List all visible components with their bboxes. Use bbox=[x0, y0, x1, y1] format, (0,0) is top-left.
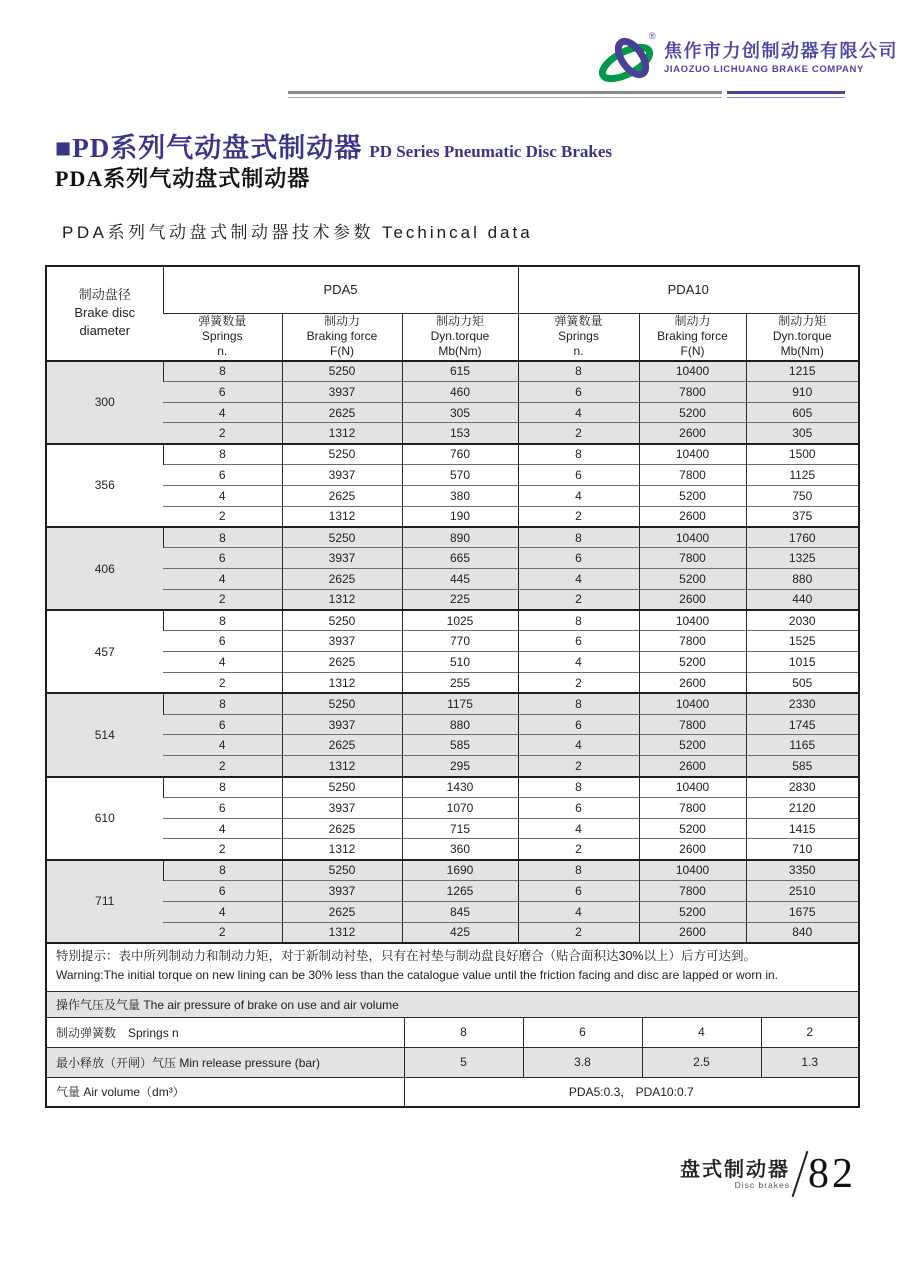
col-header-dyn-torque-pda10: 制动力矩 Dyn.torque Mb(Nm) bbox=[746, 313, 859, 361]
footer-label-zh: 盘式制动器 bbox=[680, 1158, 790, 1181]
spec-cell: 6 bbox=[518, 881, 639, 902]
spec-cell: 4 bbox=[163, 485, 282, 506]
spec-cell: 8 bbox=[163, 361, 282, 382]
spec-cell: 255 bbox=[402, 673, 518, 694]
diameter-cell: 356 bbox=[46, 444, 163, 527]
springs-count-value: 2 bbox=[761, 1017, 859, 1047]
spec-cell: 6 bbox=[518, 631, 639, 652]
spec-cell: 1025 bbox=[402, 610, 518, 631]
col-header-diameter-en1: Brake disc bbox=[74, 305, 136, 321]
spec-cell: 5200 bbox=[639, 818, 746, 839]
series-title-zh: ■PD系列气动盘式制动器 bbox=[55, 133, 363, 163]
spec-cell: 425 bbox=[402, 922, 518, 943]
spec-cell: 10400 bbox=[639, 361, 746, 382]
spec-cell: 2600 bbox=[639, 423, 746, 444]
spec-cell: 2 bbox=[518, 922, 639, 943]
spec-row bbox=[46, 735, 859, 756]
air-volume-row bbox=[46, 1077, 859, 1107]
spec-cell: 5200 bbox=[639, 735, 746, 756]
spec-row bbox=[46, 673, 859, 694]
diameter-cell: 406 bbox=[46, 527, 163, 610]
spec-cell: 8 bbox=[518, 527, 639, 548]
model-header-row bbox=[46, 266, 859, 313]
spec-row bbox=[46, 589, 859, 610]
air-volume-label: 气量 Air volume（dm³） bbox=[46, 1077, 404, 1107]
spec-cell: 770 bbox=[402, 631, 518, 652]
air-volume-value: PDA5:0.3， PDA10:0.7 bbox=[404, 1077, 859, 1107]
spec-cell: 585 bbox=[402, 735, 518, 756]
spec-cell: 8 bbox=[518, 860, 639, 881]
spec-cell: 3937 bbox=[282, 548, 402, 569]
spec-cell: 3937 bbox=[282, 465, 402, 486]
spec-cell: 10400 bbox=[639, 444, 746, 465]
spec-cell: 2 bbox=[163, 839, 282, 860]
spec-cell: 4 bbox=[163, 569, 282, 590]
spec-cell: 10400 bbox=[639, 777, 746, 798]
registered-trademark: ® bbox=[649, 31, 656, 41]
subseries-title: PDA系列气动盘式制动器 bbox=[55, 166, 311, 191]
spec-cell: 6 bbox=[163, 465, 282, 486]
col-header-diameter-zh: 制动盘径 bbox=[78, 287, 131, 302]
spec-cell: 1312 bbox=[282, 922, 402, 943]
spec-cell: 2600 bbox=[639, 756, 746, 777]
spec-cell: 1430 bbox=[402, 777, 518, 798]
min-release-value: 1.3 bbox=[761, 1047, 859, 1077]
spec-cell: 6 bbox=[163, 631, 282, 652]
note-text-en: Warning:The initial torque on new lining can be 30% less than the catalogue value until the friction facing and disc are lapped or worn in. bbox=[56, 968, 778, 983]
spec-cell: 10400 bbox=[639, 860, 746, 881]
spec-cell: 4 bbox=[163, 652, 282, 673]
subheader-row bbox=[46, 313, 859, 361]
springs-count-row bbox=[46, 1017, 859, 1047]
spec-row bbox=[46, 777, 859, 798]
spec-cell: 1312 bbox=[282, 506, 402, 527]
spec-cell: 7800 bbox=[639, 381, 746, 402]
spec-row bbox=[46, 381, 859, 402]
spec-cell: 2 bbox=[518, 756, 639, 777]
spec-cell: 5200 bbox=[639, 485, 746, 506]
spec-cell: 1415 bbox=[746, 818, 859, 839]
spec-cell: 1312 bbox=[282, 423, 402, 444]
spec-cell: 2600 bbox=[639, 673, 746, 694]
spec-cell: 1312 bbox=[282, 589, 402, 610]
spec-cell: 5200 bbox=[639, 901, 746, 922]
min-release-label: 最小释放（开闸）气压 Min release pressure (bar) bbox=[46, 1047, 404, 1077]
model-header-pda10: PDA10 bbox=[518, 266, 859, 313]
spec-cell: 4 bbox=[163, 818, 282, 839]
spec-table bbox=[45, 265, 860, 944]
spec-row bbox=[46, 527, 859, 548]
spec-cell: 2600 bbox=[639, 839, 746, 860]
header-rule-gray-segment bbox=[288, 91, 722, 98]
spec-cell: 6 bbox=[163, 548, 282, 569]
spec-cell: 4 bbox=[163, 735, 282, 756]
spec-cell: 305 bbox=[402, 402, 518, 423]
spec-row bbox=[46, 361, 859, 382]
spec-cell: 8 bbox=[163, 444, 282, 465]
col-header-braking-force-pda5: 制动力 Braking force F(N) bbox=[282, 313, 402, 361]
min-release-value: 2.5 bbox=[642, 1047, 761, 1077]
spec-cell: 6 bbox=[518, 548, 639, 569]
spec-cell: 6 bbox=[518, 797, 639, 818]
spec-cell: 5250 bbox=[282, 777, 402, 798]
spec-row bbox=[46, 444, 859, 465]
footer-label-en: Disc brakes bbox=[734, 1179, 790, 1190]
spec-cell: 6 bbox=[163, 381, 282, 402]
col-header-dyn-torque-pda5: 制动力矩 Dyn.torque Mb(Nm) bbox=[402, 313, 518, 361]
spec-cell: 6 bbox=[518, 714, 639, 735]
spec-cell: 8 bbox=[518, 693, 639, 714]
spec-row bbox=[46, 610, 859, 631]
spec-cell: 4 bbox=[518, 652, 639, 673]
spec-cell: 2330 bbox=[746, 693, 859, 714]
spec-cell: 2625 bbox=[282, 569, 402, 590]
spec-cell: 3937 bbox=[282, 797, 402, 818]
col-header-springs-pda5: 弹簧数量 Springs n. bbox=[163, 313, 282, 361]
spec-row bbox=[46, 548, 859, 569]
spec-cell: 760 bbox=[402, 444, 518, 465]
spec-row bbox=[46, 797, 859, 818]
header-rule-purple-segment bbox=[727, 91, 845, 98]
spec-cell: 5250 bbox=[282, 444, 402, 465]
spec-cell: 3937 bbox=[282, 381, 402, 402]
spec-cell: 1745 bbox=[746, 714, 859, 735]
spec-cell: 2 bbox=[518, 673, 639, 694]
min-release-row bbox=[46, 1047, 859, 1077]
spec-cell: 7800 bbox=[639, 881, 746, 902]
spec-cell: 380 bbox=[402, 485, 518, 506]
springs-count-value: 6 bbox=[523, 1017, 642, 1047]
spec-cell: 1525 bbox=[746, 631, 859, 652]
spec-cell: 505 bbox=[746, 673, 859, 694]
spec-cell: 1265 bbox=[402, 881, 518, 902]
spec-cell: 710 bbox=[746, 839, 859, 860]
spec-cell: 1325 bbox=[746, 548, 859, 569]
table-caption bbox=[62, 218, 533, 243]
spec-row bbox=[46, 402, 859, 423]
diameter-cell: 711 bbox=[46, 860, 163, 943]
company-block bbox=[664, 42, 898, 75]
spec-cell: 4 bbox=[518, 735, 639, 756]
notes-pressure-table bbox=[45, 941, 860, 1108]
spec-cell: 190 bbox=[402, 506, 518, 527]
spec-cell: 360 bbox=[402, 839, 518, 860]
spec-cell: 6 bbox=[518, 465, 639, 486]
spec-cell: 225 bbox=[402, 589, 518, 610]
spec-cell: 615 bbox=[402, 361, 518, 382]
spec-cell: 8 bbox=[163, 610, 282, 631]
spec-cell: 8 bbox=[163, 777, 282, 798]
spec-cell: 10400 bbox=[639, 693, 746, 714]
col-header-braking-force-pda10: 制动力 Braking force F(N) bbox=[639, 313, 746, 361]
spec-row bbox=[46, 506, 859, 527]
spec-cell: 4 bbox=[518, 818, 639, 839]
springs-count-value: 8 bbox=[404, 1017, 523, 1047]
spec-cell: 4 bbox=[518, 901, 639, 922]
spec-cell: 570 bbox=[402, 465, 518, 486]
spec-row bbox=[46, 652, 859, 673]
diameter-cell: 514 bbox=[46, 693, 163, 776]
col-header-diameter-en2: diameter bbox=[79, 323, 131, 339]
springs-count-value: 4 bbox=[642, 1017, 761, 1047]
company-logo-icon bbox=[597, 34, 659, 88]
spec-cell: 2120 bbox=[746, 797, 859, 818]
spec-cell: 295 bbox=[402, 756, 518, 777]
spec-cell: 2 bbox=[163, 589, 282, 610]
spec-cell: 5200 bbox=[639, 652, 746, 673]
spec-row bbox=[46, 569, 859, 590]
spec-cell: 6 bbox=[163, 714, 282, 735]
spec-cell: 3937 bbox=[282, 881, 402, 902]
spec-cell: 840 bbox=[746, 922, 859, 943]
spec-cell: 7800 bbox=[639, 714, 746, 735]
spec-cell: 1312 bbox=[282, 839, 402, 860]
spec-cell: 6 bbox=[163, 797, 282, 818]
spec-cell: 1675 bbox=[746, 901, 859, 922]
spec-cell: 1175 bbox=[402, 693, 518, 714]
company-name-zh: 焦作市力创制动器有限公司 bbox=[664, 41, 898, 61]
spec-cell: 2625 bbox=[282, 901, 402, 922]
spec-cell: 2 bbox=[163, 506, 282, 527]
spec-cell: 5250 bbox=[282, 361, 402, 382]
spec-cell: 880 bbox=[402, 714, 518, 735]
spec-cell: 1125 bbox=[746, 465, 859, 486]
spec-cell: 305 bbox=[746, 423, 859, 444]
spec-row bbox=[46, 901, 859, 922]
spec-cell: 2510 bbox=[746, 881, 859, 902]
spec-cell: 1690 bbox=[402, 860, 518, 881]
spec-cell: 153 bbox=[402, 423, 518, 444]
spec-cell: 8 bbox=[518, 610, 639, 631]
spec-cell: 4 bbox=[518, 569, 639, 590]
company-name-en: JIAOZUO LICHUANG BRAKE COMPANY bbox=[664, 63, 864, 75]
spec-cell: 5250 bbox=[282, 527, 402, 548]
header-rule bbox=[288, 91, 845, 98]
spec-cell: 2625 bbox=[282, 652, 402, 673]
spec-cell: 2 bbox=[163, 922, 282, 943]
diameter-cell: 457 bbox=[46, 610, 163, 693]
spec-row bbox=[46, 881, 859, 902]
spec-cell: 880 bbox=[746, 569, 859, 590]
spec-cell: 7800 bbox=[639, 548, 746, 569]
spec-cell: 2 bbox=[163, 756, 282, 777]
spec-cell: 5250 bbox=[282, 693, 402, 714]
page-footer bbox=[680, 1150, 856, 1198]
spec-cell: 7800 bbox=[639, 631, 746, 652]
spec-cell: 2 bbox=[163, 423, 282, 444]
table-caption-en: Techincal data bbox=[381, 223, 533, 242]
spec-cell: 5250 bbox=[282, 610, 402, 631]
spec-row bbox=[46, 693, 859, 714]
spec-cell: 2625 bbox=[282, 735, 402, 756]
spec-cell: 7800 bbox=[639, 797, 746, 818]
spec-cell: 8 bbox=[163, 527, 282, 548]
spec-cell: 750 bbox=[746, 485, 859, 506]
spec-row bbox=[46, 839, 859, 860]
diameter-cell: 610 bbox=[46, 777, 163, 860]
spec-cell: 2625 bbox=[282, 485, 402, 506]
model-header-pda5: PDA5 bbox=[163, 266, 518, 313]
spec-cell: 375 bbox=[746, 506, 859, 527]
spec-cell: 910 bbox=[746, 381, 859, 402]
note-row bbox=[46, 941, 859, 991]
spec-cell: 10400 bbox=[639, 610, 746, 631]
spec-cell: 890 bbox=[402, 527, 518, 548]
spec-cell: 585 bbox=[746, 756, 859, 777]
footer-slash-divider bbox=[792, 1151, 809, 1197]
spec-cell: 2 bbox=[163, 673, 282, 694]
spec-cell: 460 bbox=[402, 381, 518, 402]
spec-cell: 8 bbox=[518, 777, 639, 798]
spec-cell: 2 bbox=[518, 506, 639, 527]
spec-cell: 2625 bbox=[282, 818, 402, 839]
springs-count-label: 制动弹簧数 Springs n bbox=[46, 1017, 404, 1047]
spec-row bbox=[46, 756, 859, 777]
spec-cell: 6 bbox=[518, 381, 639, 402]
spec-cell: 4 bbox=[163, 901, 282, 922]
pressure-section-title: 操作气压及气量 The air pressure of brake on use and air volume bbox=[46, 991, 859, 1017]
spec-cell: 2 bbox=[518, 839, 639, 860]
spec-row bbox=[46, 714, 859, 735]
spec-cell: 8 bbox=[163, 860, 282, 881]
spec-cell: 8 bbox=[518, 361, 639, 382]
spec-row bbox=[46, 485, 859, 506]
spec-cell: 3350 bbox=[746, 860, 859, 881]
spec-cell: 5250 bbox=[282, 860, 402, 881]
spec-cell: 2600 bbox=[639, 922, 746, 943]
page-number: 82 bbox=[808, 1151, 856, 1197]
series-title-en: PD Series Pneumatic Disc Brakes bbox=[369, 142, 612, 161]
table-caption-zh: PDA系列气动盘式制动器技术参数 bbox=[62, 223, 374, 242]
spec-cell: 440 bbox=[746, 589, 859, 610]
spec-cell: 1312 bbox=[282, 756, 402, 777]
spec-cell: 1165 bbox=[746, 735, 859, 756]
col-header-springs-pda10: 弹簧数量 Springs n. bbox=[518, 313, 639, 361]
note-text-zh: 特别提示：表中所列制动力和制动力矩，对于新制动衬垫，只有在衬垫与制动盘良好磨合（贴合面积达30%以上）后方可达到。 bbox=[56, 948, 757, 963]
spec-cell: 2600 bbox=[639, 506, 746, 527]
spec-cell: 665 bbox=[402, 548, 518, 569]
spec-cell: 1760 bbox=[746, 527, 859, 548]
spec-cell: 445 bbox=[402, 569, 518, 590]
spec-cell: 1015 bbox=[746, 652, 859, 673]
spec-cell: 1500 bbox=[746, 444, 859, 465]
spec-cell: 1215 bbox=[746, 361, 859, 382]
spec-cell: 2030 bbox=[746, 610, 859, 631]
spec-row bbox=[46, 922, 859, 943]
spec-cell: 3937 bbox=[282, 631, 402, 652]
spec-cell: 3937 bbox=[282, 714, 402, 735]
spec-cell: 2600 bbox=[639, 589, 746, 610]
spec-cell: 8 bbox=[518, 444, 639, 465]
spec-cell: 10400 bbox=[639, 527, 746, 548]
spec-row bbox=[46, 423, 859, 444]
spec-cell: 605 bbox=[746, 402, 859, 423]
spec-cell: 2 bbox=[518, 423, 639, 444]
diameter-cell: 300 bbox=[46, 361, 163, 444]
spec-row bbox=[46, 465, 859, 486]
spec-cell: 7800 bbox=[639, 465, 746, 486]
pressure-section-row bbox=[46, 991, 859, 1017]
spec-table-body bbox=[46, 361, 859, 943]
spec-cell: 5200 bbox=[639, 402, 746, 423]
spec-cell: 715 bbox=[402, 818, 518, 839]
spec-row bbox=[46, 818, 859, 839]
spec-cell: 4 bbox=[518, 485, 639, 506]
spec-row bbox=[46, 631, 859, 652]
min-release-value: 5 bbox=[404, 1047, 523, 1077]
spec-cell: 5200 bbox=[639, 569, 746, 590]
series-title-row bbox=[55, 126, 612, 165]
spec-cell: 8 bbox=[163, 693, 282, 714]
spec-cell: 1070 bbox=[402, 797, 518, 818]
spec-cell: 2625 bbox=[282, 402, 402, 423]
min-release-value: 3.8 bbox=[523, 1047, 642, 1077]
spec-cell: 510 bbox=[402, 652, 518, 673]
spec-cell: 6 bbox=[163, 881, 282, 902]
spec-cell: 845 bbox=[402, 901, 518, 922]
col-header-diameter bbox=[46, 266, 163, 361]
spec-cell: 2830 bbox=[746, 777, 859, 798]
spec-cell: 4 bbox=[163, 402, 282, 423]
spec-row bbox=[46, 860, 859, 881]
spec-cell: 4 bbox=[518, 402, 639, 423]
spec-cell: 1312 bbox=[282, 673, 402, 694]
spec-cell: 2 bbox=[518, 589, 639, 610]
